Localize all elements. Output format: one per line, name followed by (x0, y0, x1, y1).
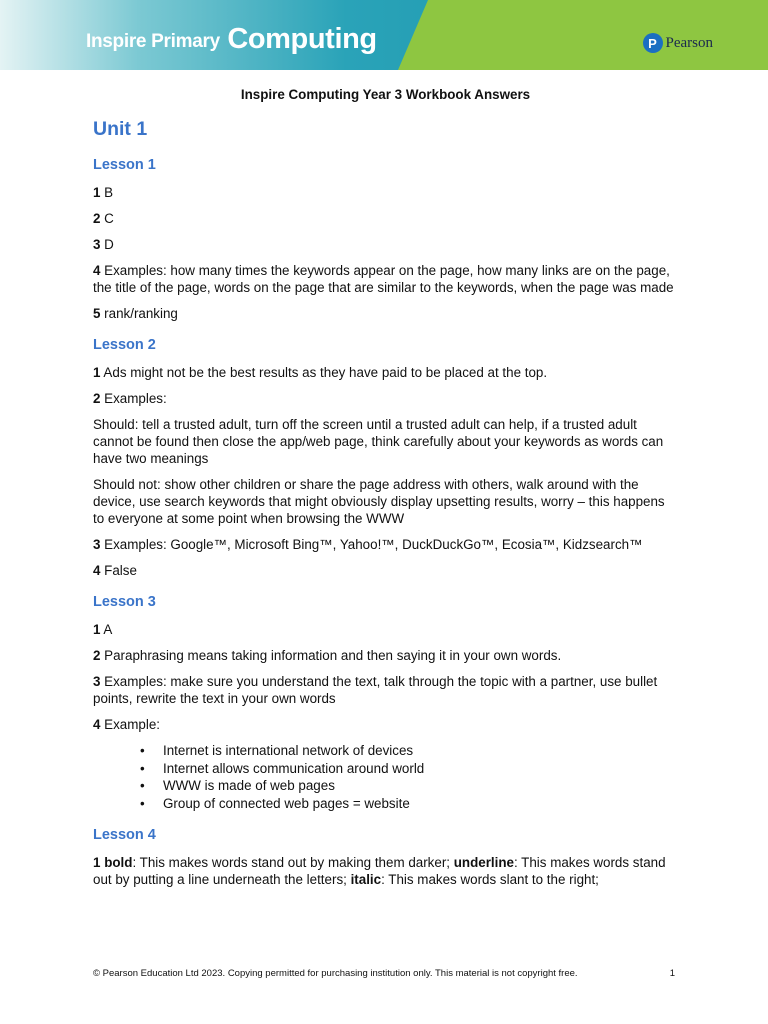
term-underline: underline (453, 855, 514, 870)
brand-wordmark (86, 22, 377, 55)
lesson-1-heading: Lesson 1 (93, 157, 156, 173)
lesson-4-answer-1: 1 bold: This makes words stand out by making them darker; underline: This makes words stand out by putting a line underneath the letters; italic: This makes words slant to the right; (93, 855, 666, 887)
header-banner (0, 0, 768, 70)
lesson-3-bullet-list (93, 742, 678, 812)
page-footer (93, 968, 675, 979)
lesson-3-answer-2: 2 Paraphrasing means taking information and then saying it in your own words. (93, 648, 562, 663)
lesson-3-answer-4: 4 Example: (93, 717, 160, 732)
lesson-1-answer-5: 5 rank/ranking (93, 306, 178, 321)
lesson-2-answer-2: 2 Examples: (93, 391, 167, 406)
document-title: Inspire Computing Year 3 Workbook Answers (240, 87, 531, 102)
lesson-3-answer-3: 3 Examples: make sure you understand the text, talk through the topic with a partner, use bullet points, rewrite the text in your own words (93, 674, 658, 706)
brand-small-text: Inspire Primary (86, 31, 220, 52)
term-bold: bold (104, 855, 133, 870)
lesson-2-answer-1: 1 Ads might not be the best results as they have paid to be placed at the top. (93, 365, 548, 380)
lesson-1-answer-4: 4 Examples: how many times the keywords appear on the page, how many links are on the page, the title of the page, words on the page that are similar to the keywords, when the page was made (93, 263, 674, 295)
lesson-1-answer-2: 2 C (93, 211, 114, 226)
page-number: 1 (669, 968, 675, 979)
lesson-2-answer-4: 4 False (93, 563, 137, 578)
lesson-3-answer-1: 1 A (93, 622, 113, 637)
publisher-logo (643, 33, 714, 53)
publisher-name: Pearson (665, 34, 713, 51)
list-item: • Internet allows communication around world (93, 760, 678, 778)
lesson-1-answer-3: 3 D (93, 237, 114, 252)
list-item: • WWW is made of web pages (93, 777, 678, 795)
lesson-1-answer-1: 1 B (93, 185, 114, 200)
lesson-2-answer-3: 3 Examples: Google™, Microsoft Bing™, Yahoo!™, DuckDuckGo™, Ecosia™, Kidzsearch™ (93, 537, 643, 552)
unit-heading: Unit 1 (93, 118, 148, 140)
brand-big-text: Computing (227, 23, 377, 55)
lesson-2-heading: Lesson 2 (93, 337, 156, 353)
lesson-2-should-not: Should not: show other children or share the page address with others, walk around with the device, use search keywords that might obviously display upsetting results, worry – this happens to everyone at some point when browsing the WWW (93, 477, 665, 526)
lesson-3-heading: Lesson 3 (93, 594, 156, 610)
pearson-logo-icon: P (643, 33, 663, 53)
copyright-notice: © Pearson Education Ltd 2023. Copying permitted for purchasing institution only. This material is not copyright free. (93, 968, 578, 979)
list-item: • Internet is international network of devices (93, 742, 678, 760)
document-body (93, 86, 678, 897)
list-item: • Group of connected web pages = website (93, 795, 678, 813)
term-italic: italic (350, 872, 382, 887)
lesson-4-heading: Lesson 4 (93, 827, 156, 843)
lesson-2-should: Should: tell a trusted adult, turn off the screen until a trusted adult can help, if a trusted adult cannot be found then close the app/web page, think carefully about your keywords as words can have two meanings (93, 417, 664, 466)
